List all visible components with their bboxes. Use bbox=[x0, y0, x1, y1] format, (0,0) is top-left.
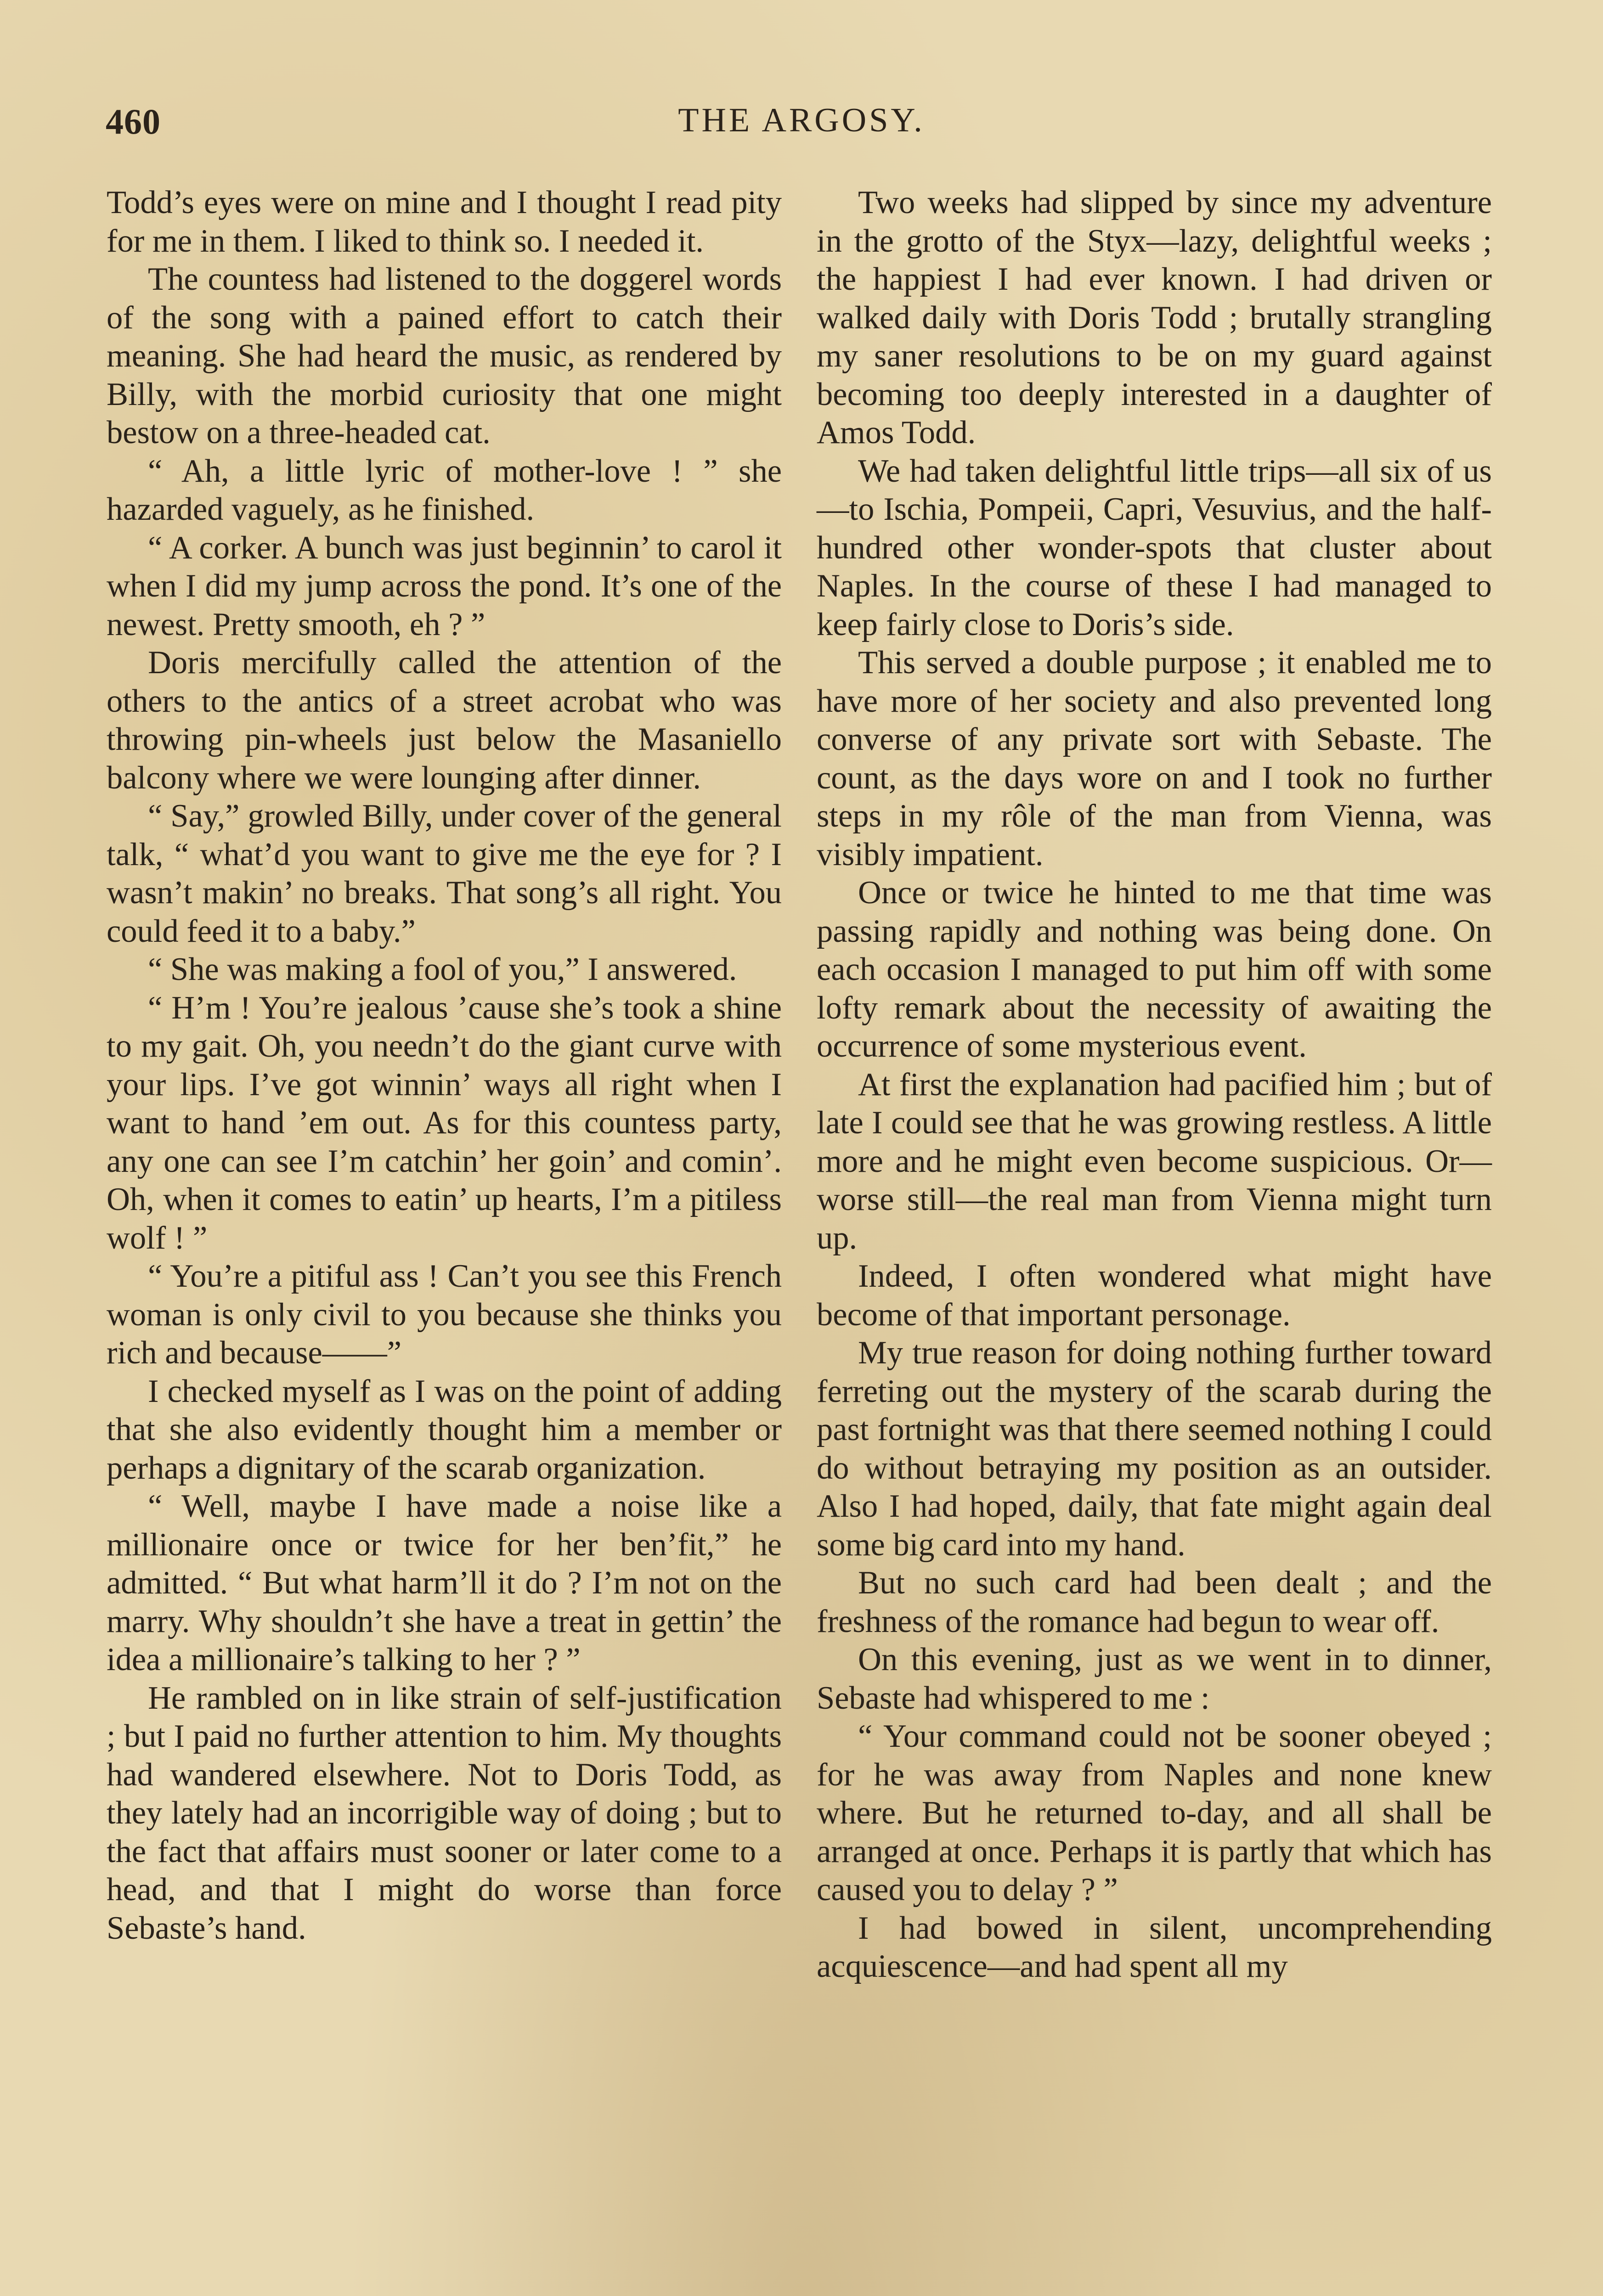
paragraph: This served a double purpose ; it enabled me to have more of her society and also prevented long converse of any private sort with Sebaste. The count, as the days wore on and I took no further steps in my rôle of the man from Vienna, was visibly impatient. bbox=[817, 645, 1492, 872]
paragraph: At first the explanation had pacified him ; but of late I could see that he was growing restless. A little more and he might even become suspicious. Or—worse still—the real man from Vienna might turn up. bbox=[817, 1066, 1492, 1256]
paragraph: I checked myself as I was on the point of adding that she also evidently thought him a member or perhaps a dignitary of the scarab organization. bbox=[107, 1373, 782, 1486]
paragraph: Todd’s eyes were on mine and I thought I read pity for me in them. I liked to think so. I needed it. bbox=[107, 185, 782, 259]
paragraph: “ H’m ! You’re jealous ’cause she’s took a shine to my gait. Oh, you needn’t do the giant curve with your lips. I’ve got winnin’ ways all right when I want to hand ’em out. As for this countess party, any one can see I’m catchin’ her goin’ and comin’. Oh, when it comes to eatin’ up hearts, I’m a pitiless wolf ! ” bbox=[107, 990, 782, 1256]
paragraph: He rambled on in like strain of self-justification ; but I paid no further attention to him. My thoughts had wandered elsewhere. Not to Doris Todd, as they lately had an incorrigible way of doing ; but to the fact that affairs must sooner or later come to a head, and that I might do worse than force Sebaste’s hand. bbox=[107, 1680, 782, 1946]
paragraph: I had bowed in silent, uncomprehending acquiescence—and had spent all my bbox=[817, 1910, 1492, 1984]
page-number: 460 bbox=[106, 101, 161, 141]
paragraph: Doris mercifully called the attention of the others to the antics of a street acrobat who was throwing pin-wheels just below the Masaniello balcony where we were lounging after dinner. bbox=[107, 645, 782, 796]
paragraph: “ Ah, a little lyric of mother-love ! ” she hazarded vaguely, as he finished. bbox=[107, 453, 782, 527]
paragraph: We had taken delightful little trips—all six of us—to Ischia, Pompeii, Capri, Vesuvius, and the half-hundred other wonder-spots that cluster about Naples. In the course of these I had managed to keep fairly close to Doris’s side. bbox=[817, 453, 1492, 642]
paragraph: The countess had listened to the doggerel words of the song with a pained effort to catch their meaning. She had heard the music, as rendered by Billy, with the morbid curiosity that one might bestow on a three-headed cat. bbox=[107, 261, 782, 450]
paragraph: “ Say,” growled Billy, under cover of the general talk, “ what’d you want to give me the eye for ? I wasn’t makin’ no breaks. That song’s all right. You could feed it to a baby.” bbox=[107, 798, 782, 949]
paragraph: “ A corker. A bunch was just beginnin’ to carol it when I did my jump across the pond. It’s one of the newest. Pretty smooth, eh ? ” bbox=[107, 529, 782, 642]
paragraph: “ Well, maybe I have made a noise like a millionaire once or twice for her ben’fit,” he admitted. “ But what harm’ll it do ? I’m not on the marry. Why shouldn’t she have a treat in gettin’ the idea a millionaire’s talking to her ? ” bbox=[107, 1488, 782, 1677]
paragraph: “ She was making a fool of you,” I answered. bbox=[148, 951, 737, 987]
page-header bbox=[106, 101, 1497, 152]
paragraph: Once or twice he hinted to me that time was passing rapidly and nothing was being done. On each occasion I managed to put him off with some lofty remark about the necessity of awaiting the occurrence of some mysterious event. bbox=[817, 875, 1492, 1064]
paragraph: “ You’re a pitiful ass ! Can’t you see this French woman is only civil to you because she thinks you rich and because——” bbox=[107, 1258, 782, 1371]
left-column bbox=[107, 184, 782, 1947]
paragraph: “ Your command could not be sooner obeyed ; for he was away from Naples and none knew where. But he returned to-day, and all shall be arranged at once. Perhaps it is partly that which has caused you to delay ? ” bbox=[817, 1718, 1492, 1908]
paragraph: Two weeks had slipped by since my adventure in the grotto of the Styx—lazy, delightful weeks ; the happiest I had ever known. I had driven or walked daily with Doris Todd ; brutally strangling my saner resolutions to be on my guard against becoming too deeply interested in a daughter of Amos Todd. bbox=[817, 185, 1492, 450]
paragraph: But no such card had been dealt ; and the freshness of the romance had begun to wear off. bbox=[817, 1565, 1492, 1639]
running-title: THE ARGOSY. bbox=[678, 101, 925, 139]
paragraph: Indeed, I often wondered what might have become of that important personage. bbox=[817, 1258, 1492, 1333]
paragraph: On this evening, just as we went in to dinner, Sebaste had whispered to me : bbox=[817, 1642, 1492, 1716]
right-column bbox=[817, 184, 1492, 1986]
paragraph: My true reason for doing nothing further toward ferreting out the mystery of the scarab during the past fortnight was that there seemed nothing I could do without betraying my position as an outsider. Also I had hoped, daily, that fate might again deal some big card into my hand. bbox=[817, 1335, 1492, 1563]
